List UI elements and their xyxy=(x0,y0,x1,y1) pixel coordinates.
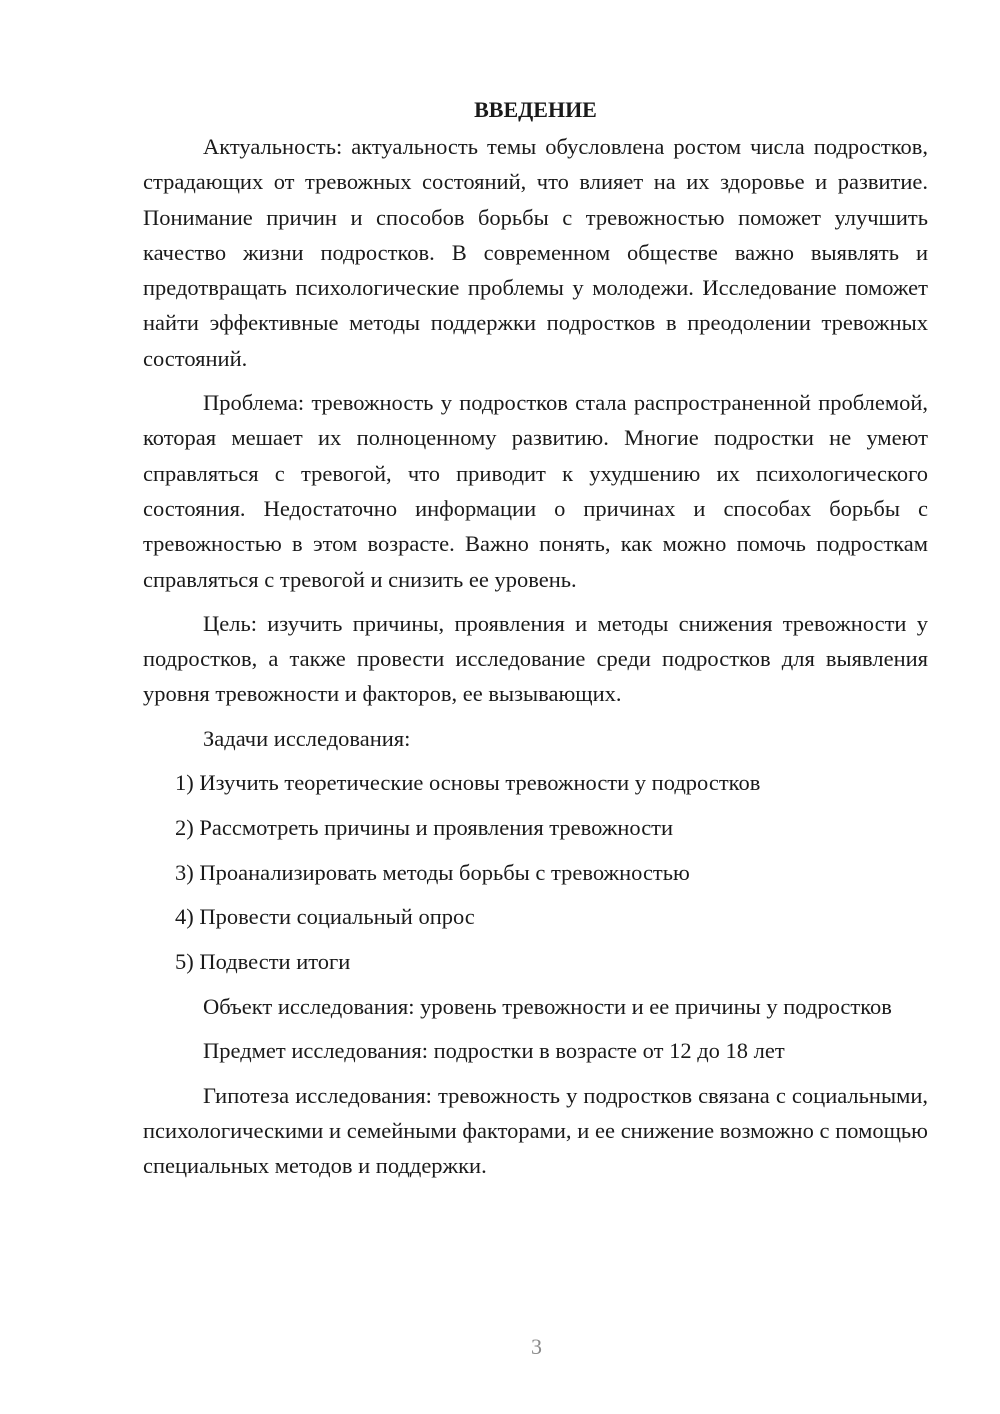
subject-paragraph: Предмет исследования: подростки в возрасте от 12 до 18 лет xyxy=(203,1038,785,1064)
goal-paragraph: Цель: изучить причины, проявления и методы снижения тревожности у подростков, а также провести исследование среди подростков для выявления уровня тревожности и факторов, ее вызывающих. xyxy=(143,610,928,707)
page-content xyxy=(143,95,928,1193)
list-item: 3) Проанализировать методы борьбы с тревожностью xyxy=(175,859,690,885)
tasks-list xyxy=(143,765,928,979)
problem-paragraph: Проблема: тревожность у подростков стала распространенной проблемой, которая мешает их полноценному развитию. Многие подростки не умеют справляться с тревогой, что приводит к ухудшению их психологического состояния. Недостаточно информации о причинах и способах борьбы с тревожностью в этом возрасте. Важно понять, как можно помочь подросткам справляться с тревогой и снизить ее уровень. xyxy=(143,390,928,592)
page-number: 3 xyxy=(531,1334,542,1359)
list-item: 1) Изучить теоретические основы тревожности у подростков xyxy=(175,770,761,796)
object-paragraph: Объект исследования: уровень тревожности и ее причины у подростков xyxy=(203,994,892,1020)
list-item: 2) Рассмотреть причины и проявления тревожности xyxy=(175,814,674,840)
hypothesis-paragraph: Гипотеза исследования: тревожность у подростков связана с социальными, психологическими и семейными факторами, и ее снижение возможно с помощью специальных методов и поддержки. xyxy=(143,1082,928,1179)
section-heading: ВВЕДЕНИЕ xyxy=(474,97,597,122)
list-item: 4) Провести социальный опрос xyxy=(175,904,475,930)
tasks-title: Задачи исследования: xyxy=(203,725,411,751)
relevance-paragraph: Актуальность: актуальность темы обусловлена ростом числа подростков, страдающих от тревожных состояний, что влияет на их здоровье и развитие. Понимание причин и способов борьбы с тревожностью поможет улучшить качество жизни подростков. В современном обществе важно выявлять и предотвращать психологические проблемы у молодежи. Исследование поможет найти эффективные методы поддержки подростков в преодолении тревожных состояний. xyxy=(143,134,928,371)
list-item: 5) Подвести итоги xyxy=(175,949,351,975)
